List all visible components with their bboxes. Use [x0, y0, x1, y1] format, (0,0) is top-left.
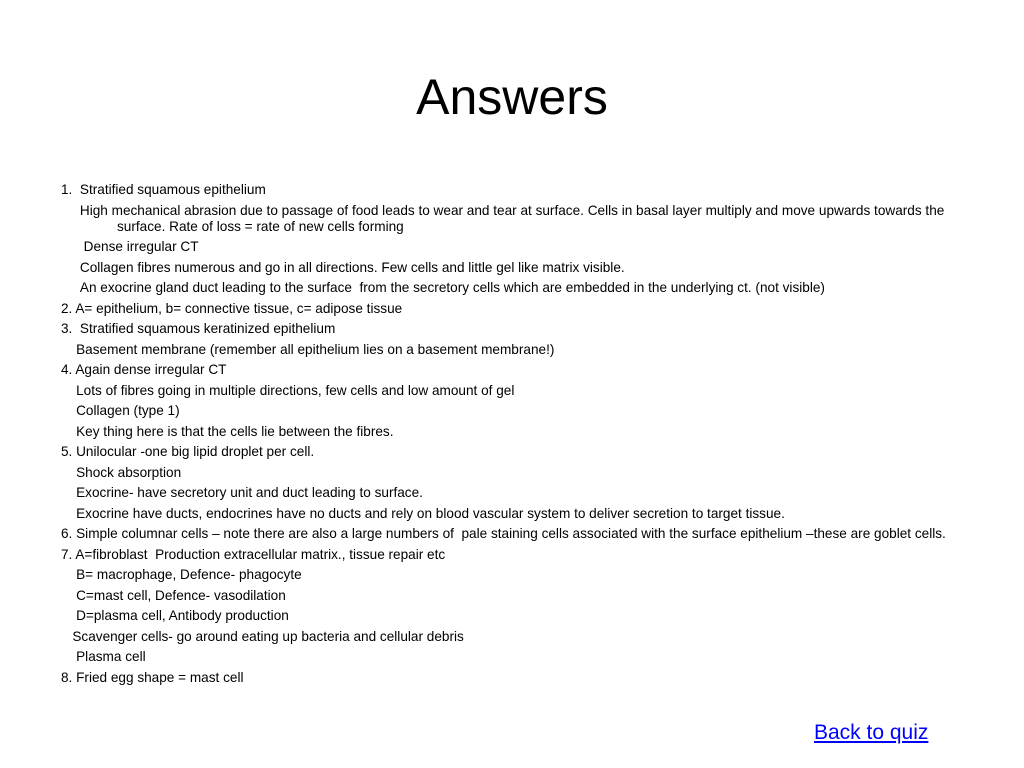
answer-line: 6. Simple columnar cells – note there are also a large numbers of pale staining cells associated with the surface epithelium –these are goblet cells.: [61, 526, 946, 541]
answer-line: Shock absorption: [61, 464, 182, 480]
answer-line: An exocrine gland duct leading to the surface from the secretory cells which are embedded in the underlying ct. (not visible): [61, 280, 825, 295]
answer-line: 2. A= epithelium, b= connective tissue, c= adipose tissue: [61, 300, 403, 316]
answer-line: 1. Stratified squamous epithelium: [61, 182, 266, 197]
answer-line: Dense irregular CT: [61, 239, 199, 254]
answer-line: Scavenger cells- go around eating up bacteria and cellular debris: [61, 628, 464, 644]
answer-line: Exocrine have ducts, endocrines have no ducts and rely on blood vascular system to deliver secretion to target tissue.: [61, 505, 785, 521]
answer-line: Exocrine- have secretory unit and duct leading to surface.: [61, 485, 423, 500]
answer-line: 8. Fried egg shape = mast cell: [61, 669, 244, 685]
answer-line: Collagen fibres numerous and go in all directions. Few cells and little gel like matrix visible.: [61, 259, 625, 275]
answer-line: Collagen (type 1): [61, 403, 180, 418]
answer-line: Basement membrane (remember all epithelium lies on a basement membrane!): [61, 341, 555, 357]
answer-line: Key thing here is that the cells lie between the fibres.: [61, 423, 394, 439]
answer-line: Lots of fibres going in multiple directions, few cells and low amount of gel: [61, 382, 515, 398]
slide-title: Answers: [416, 69, 608, 125]
answer-line: 4. Again dense irregular CT: [61, 362, 227, 377]
answer-line: Plasma cell: [61, 649, 146, 664]
answer-line: 5. Unilocular -one big lipid droplet per cell.: [61, 444, 315, 459]
answers-list: [61, 182, 966, 690]
answer-line: B= macrophage, Defence- phagocyte: [61, 567, 302, 582]
answer-line: 3. Stratified squamous keratinized epithelium: [61, 321, 336, 336]
answer-line: C=mast cell, Defence- vasodilation: [61, 587, 286, 603]
back-to-quiz-link[interactable]: Back to quiz: [814, 721, 929, 744]
answer-line: D=plasma cell, Antibody production: [61, 608, 289, 623]
answer-line: 7. A=fibroblast Production extracellular matrix., tissue repair etc: [61, 546, 446, 562]
answer-line: High mechanical abrasion due to passage of food leads to wear and tear at surface. Cells in basal layer multiply and move upwards towards the surface. Rate of loss = rate of new cells forming: [61, 202, 949, 234]
